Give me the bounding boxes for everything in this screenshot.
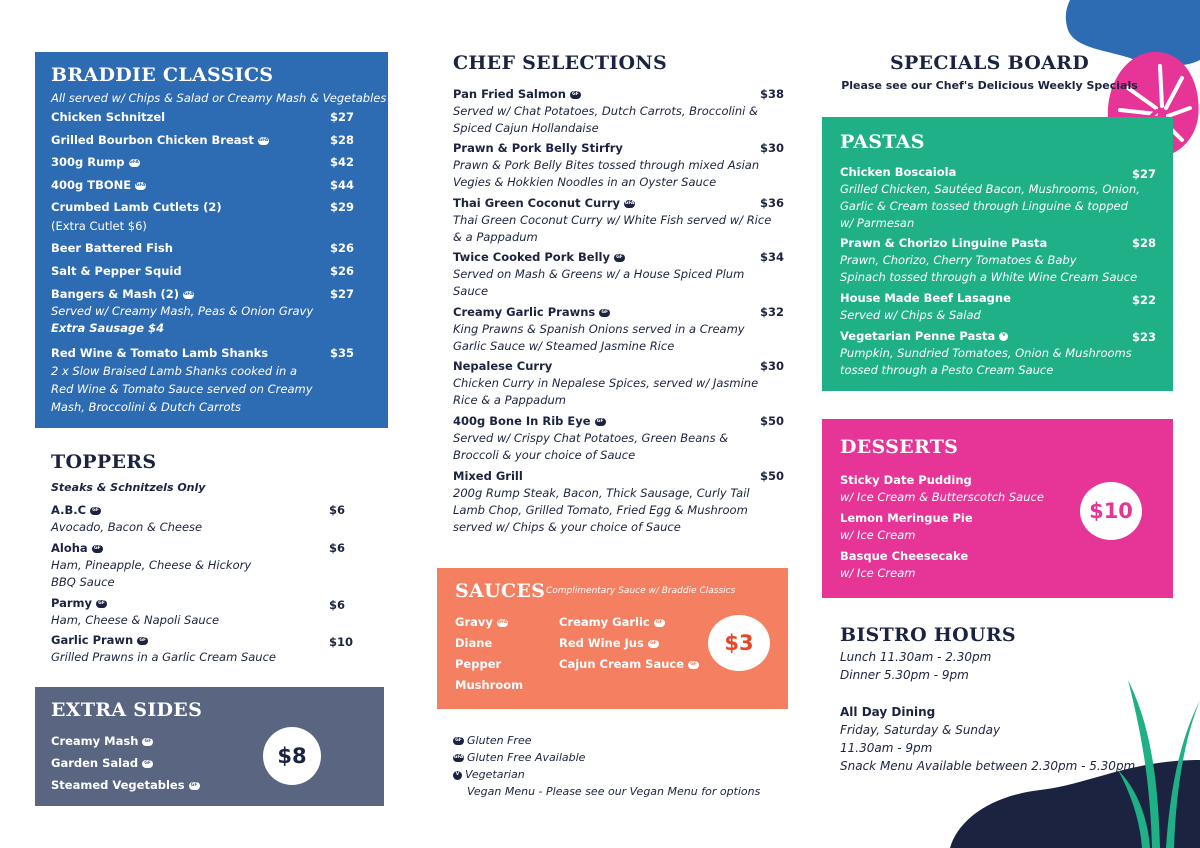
- braddie-classics-subtitle: All served w/ Chips & Salad or Creamy Mash & Vegetables: [51, 91, 387, 105]
- braddie-classics-title: BRADDIE CLASSICS: [51, 64, 274, 86]
- gluten-free-icon: GF: [142, 760, 153, 768]
- menu-item: Beer Battered Fish: [51, 241, 173, 255]
- sauce-item: Pepper: [455, 657, 502, 671]
- menu-item-price: $27: [1132, 167, 1157, 181]
- gluten-free-icon: GF: [92, 545, 103, 553]
- legend-gluten-free-available: GFA Gluten Free Available: [453, 751, 586, 764]
- menu-item-price: $26: [330, 241, 355, 255]
- chef-selections-title: CHEF SELECTIONS: [453, 52, 667, 74]
- menu-item-price: $30: [760, 359, 785, 373]
- toppers-title: TOPPERS: [51, 451, 157, 473]
- topper-item: Parmy GF Ham, Cheese & Napoli Sauce: [51, 596, 220, 627]
- menu-item: Prawn & Pork Belly Stirfry Prawn & Pork Belly Bites tossed through mixed Asian Vegies & Hokkien Noodles in an Oyster Sauce: [453, 141, 760, 189]
- menu-item-price: $27: [330, 287, 355, 301]
- menu-item: Red Wine & Tomato Lamb Shanks 2 x Slow Braised Lamb Shanks cooked in a Red Wine & Tomato Sauce served on Creamy Mash, Broccolini & Dutch Carrots: [51, 346, 313, 414]
- braddie-classics-panel: [35, 52, 388, 428]
- menu-item-price: $32: [760, 305, 785, 319]
- menu-item: 400g TBONE GFA: [51, 178, 146, 192]
- side-item: Garden Salad GF: [51, 755, 153, 772]
- sauce-item: Gravy GFA: [455, 615, 508, 629]
- gluten-free-icon: GF: [189, 782, 200, 790]
- menu-item-price: $50: [760, 469, 785, 483]
- pastas-title: PASTAS: [840, 131, 925, 153]
- topper-item: A.B.C GF Avocado, Bacon & Cheese: [51, 503, 203, 534]
- gluten-free-icon: GF: [599, 309, 610, 317]
- menu-item: 400g Bone In Rib Eye GF Served w/ Crispy Chat Potatoes, Green Beans & Broccoli & your choice of Sauce: [453, 414, 729, 462]
- all-day-dining-block: [840, 703, 1135, 775]
- sauce-item: Cajun Cream Sauce GF: [559, 656, 699, 673]
- menu-item: Creamy Garlic Prawns GF King Prawns & Spanish Onions served in a Creamy Garlic Sauce w/ Steamed Jasmine Rice: [453, 305, 745, 353]
- menu-item-price: $29: [330, 200, 355, 214]
- gluten-free-icon: GF: [90, 507, 101, 515]
- extra-sides-panel: [35, 687, 384, 806]
- sauces-subtitle: Complimentary Sauce w/ Braddie Classics: [546, 586, 736, 596]
- toppers-subtitle: Steaks & Schnitzels Only: [51, 481, 206, 494]
- topper-price: $6: [329, 598, 346, 612]
- menu-item: Grilled Bourbon Chicken Breast GFA: [51, 133, 269, 147]
- menu-item-price: $50: [760, 414, 785, 428]
- gluten-free-icon: GF: [648, 640, 659, 648]
- extra-sides-title: EXTRA SIDES: [51, 699, 203, 721]
- gluten-free-icon: GF: [570, 91, 581, 99]
- sauce-item: Diane: [455, 636, 493, 650]
- menu-item: Crumbed Lamb Cutlets (2) (Extra Cutlet $6): [51, 200, 222, 233]
- menu-item: Prawn & Chorizo Linguine Pasta Prawn, Chorizo, Cherry Tomatoes & Baby Spinach tossed through a White Wine Cream Sauce: [840, 236, 1138, 284]
- menu-item-price: $22: [1132, 293, 1157, 307]
- bistro-hours-title: BISTRO HOURS: [840, 624, 1016, 646]
- gluten-free-icon: GF: [614, 254, 625, 262]
- sauces-title: SAUCES: [455, 580, 546, 602]
- gluten-free-available-icon: GFA: [135, 182, 146, 188]
- topper-price: $6: [329, 503, 346, 517]
- specials-board-title: SPECIALS BOARD: [889, 52, 1090, 74]
- sauce-item: Red Wine Jus GF: [559, 635, 659, 652]
- menu-item: Chicken Boscaiola Grilled Chicken, Sautéed Bacon, Mushrooms, Onion, Garlic & Cream tossed through Linguine & topped w/ Parmesan: [840, 165, 1140, 230]
- menu-item-price: $42: [330, 155, 355, 169]
- dessert-item: Basque Cheesecake w/ Ice Cream: [840, 549, 969, 580]
- menu-item-price: $30: [760, 141, 785, 155]
- legend-vegan: Vegan Menu - Please see our Vegan Menu for options: [467, 785, 761, 798]
- menu-item-price: $26: [330, 264, 355, 278]
- sauce-item: Creamy Garlic GF: [559, 614, 665, 631]
- gluten-free-icon: GF: [137, 637, 148, 645]
- all-day-dining-time: 11.30am - 9pm: [840, 741, 933, 755]
- side-item: Steamed Vegetables GF: [51, 777, 200, 794]
- menu-item: Vegetarian Penne Pasta V Pumpkin, Sundried Tomatoes, Onion & Mushrooms tossed through a Pesto Cream Sauce: [840, 329, 1132, 377]
- menu-item: Nepalese Curry Chicken Curry in Nepalese Spices, served w/ Jasmine Rice & a Pappadum: [453, 359, 759, 407]
- gluten-free-icon: GF: [96, 600, 107, 608]
- menu-item-price: $28: [1132, 236, 1157, 250]
- gluten-free-icon: GF: [688, 661, 699, 669]
- gluten-free-available-icon: GFA: [129, 159, 139, 165]
- dinner-hours: Dinner 5.30pm - 9pm: [840, 668, 969, 682]
- lunch-hours: Lunch 11.30am - 2.30pm: [840, 650, 992, 664]
- desserts-title: DESSERTS: [840, 436, 959, 458]
- snack-menu-hours: Snack Menu Available between 2.30pm - 5.30pm: [840, 759, 1136, 773]
- menu-item-price: $27: [330, 110, 355, 124]
- all-day-dining-days: Friday, Saturday & Sunday: [840, 723, 1001, 737]
- side-item: Creamy Mash GF: [51, 733, 153, 750]
- legend-gluten-free: GF Gluten Free: [453, 734, 532, 747]
- vegetarian-icon: V: [999, 332, 1008, 341]
- desserts-panel: [822, 419, 1173, 598]
- menu-item-price: $38: [760, 87, 785, 101]
- menu-item: 300g Rump GFA: [51, 155, 139, 169]
- sauces-panel: [437, 568, 788, 709]
- menu-item-price: $34: [760, 250, 785, 264]
- gluten-free-available-icon: GFA: [183, 291, 194, 297]
- menu-item: Thai Green Coconut Curry GFA Thai Green Coconut Curry w/ White Fish served w/ Rice & a Pappadum: [453, 196, 772, 244]
- menu-item-price: $36: [760, 196, 785, 210]
- menu-item: Salt & Pepper Squid: [51, 264, 182, 278]
- gluten-free-available-icon: GFA: [258, 137, 269, 143]
- bistro-hours-block: [840, 648, 991, 684]
- sauce-item: Mushroom: [455, 678, 524, 692]
- gluten-free-icon: GF: [654, 619, 665, 627]
- all-day-dining-title: All Day Dining: [840, 705, 936, 719]
- dessert-item: Sticky Date Pudding w/ Ice Cream & Butterscotch Sauce: [840, 473, 1044, 504]
- topper-item: Garlic Prawn GF Grilled Prawns in a Garlic Cream Sauce: [51, 633, 276, 664]
- topper-price: $10: [329, 635, 354, 649]
- menu-item-price: $23: [1132, 330, 1157, 344]
- menu-item-price: $44: [330, 178, 355, 192]
- topper-price: $6: [329, 541, 346, 555]
- desserts-price-badge: $10: [1080, 482, 1142, 540]
- menu-item: Bangers & Mash (2) GFA Served w/ Creamy Mash, Peas & Onion Gravy Extra Sausage $4: [51, 287, 314, 335]
- specials-board-subtitle: Please see our Chef's Delicious Weekly Specials: [841, 79, 1138, 92]
- sauces-price-badge: $3: [708, 615, 770, 671]
- vegetarian-icon: V: [453, 771, 462, 780]
- legend-vegetarian: V Vegetarian: [453, 768, 525, 781]
- dessert-item: Lemon Meringue Pie w/ Ice Cream: [840, 511, 973, 542]
- menu-item-price: $28: [330, 133, 355, 147]
- gluten-free-icon: GF: [595, 418, 606, 426]
- menu-item-price: $35: [330, 346, 355, 360]
- gluten-free-available-icon: GFA: [453, 755, 464, 760]
- gluten-free-available-icon: GFA: [624, 200, 635, 206]
- menu-item: Chicken Schnitzel: [51, 110, 166, 124]
- menu-item: Twice Cooked Pork Belly GF Served on Mash & Greens w/ a House Spiced Plum Sauce: [453, 250, 745, 298]
- menu-item: Mixed Grill 200g Rump Steak, Bacon, Thick Sausage, Curly Tail Lamb Chop, Grilled Tomato, Fried Egg & Mushroom served w/ Chips & your choice of Sauce: [453, 469, 750, 534]
- gluten-free-icon: GF: [453, 737, 464, 745]
- topper-item: Aloha GF Ham, Pineapple, Cheese & Hickory BBQ Sauce: [51, 541, 252, 589]
- menu-item: Pan Fried Salmon GF Served w/ Chat Potatoes, Dutch Carrots, Broccolini & Spiced Cajun Hollandaise: [453, 87, 758, 135]
- menu-item: House Made Beef Lasagne Served w/ Chips & Salad: [840, 291, 1011, 322]
- gluten-free-icon: GF: [142, 738, 153, 746]
- pastas-panel: [822, 117, 1173, 391]
- gluten-free-available-icon: GFA: [497, 619, 508, 625]
- sides-price-badge: $8: [263, 727, 321, 785]
